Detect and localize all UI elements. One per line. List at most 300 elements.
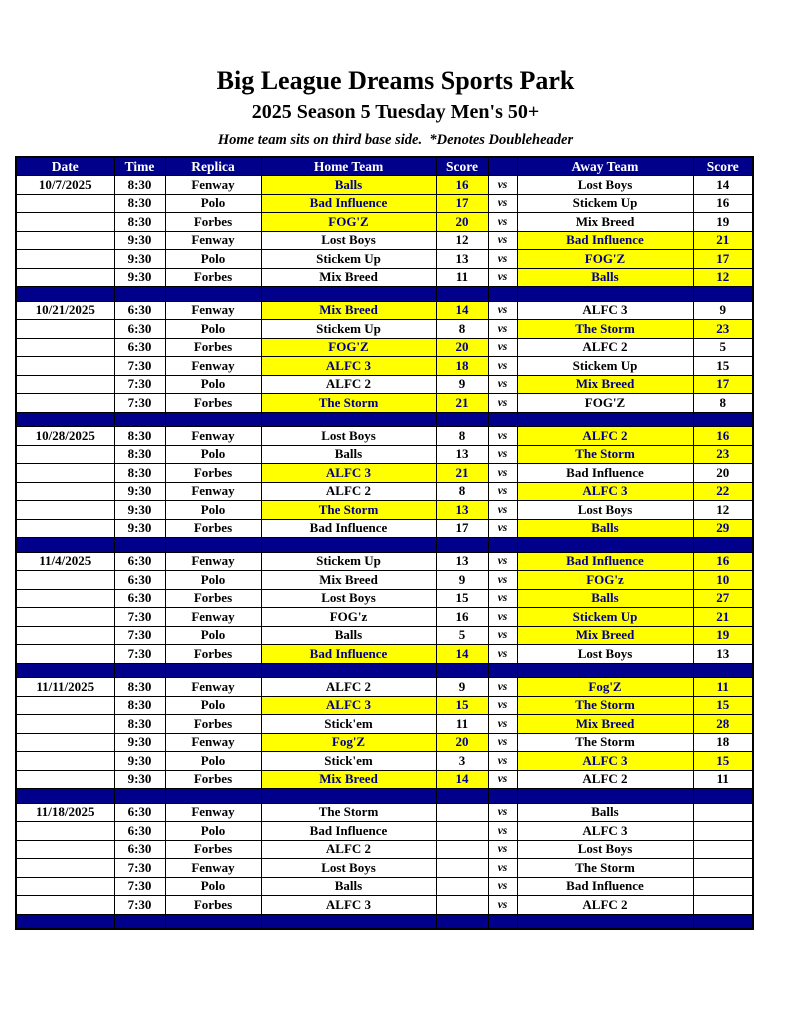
separator-cell — [436, 538, 488, 553]
time-cell: 8:30 — [114, 715, 165, 734]
home-team-cell: ALFC 3 — [261, 357, 436, 376]
date-cell — [16, 231, 114, 250]
home-team-cell: Balls — [261, 445, 436, 464]
replica-cell: Forbes — [165, 840, 261, 859]
home-team-cell: Fog'Z — [261, 733, 436, 752]
replica-cell: Forbes — [165, 770, 261, 789]
game-row — [16, 626, 753, 645]
away-team-cell: The Storm — [517, 320, 693, 339]
game-row — [16, 357, 753, 376]
home-score-cell — [436, 822, 488, 841]
replica-cell: Forbes — [165, 519, 261, 538]
vs-cell: vs — [488, 645, 517, 664]
away-score-cell: 15 — [693, 696, 753, 715]
date-cell — [16, 445, 114, 464]
date-cell — [16, 464, 114, 483]
home-score-cell: 17 — [436, 194, 488, 213]
time-cell: 7:30 — [114, 357, 165, 376]
col-date: Date — [16, 157, 114, 176]
game-row — [16, 394, 753, 413]
separator-cell — [16, 287, 114, 302]
separator-cell — [517, 789, 693, 804]
away-score-cell: 19 — [693, 626, 753, 645]
time-cell: 6:30 — [114, 803, 165, 822]
vs-cell: vs — [488, 859, 517, 878]
date-cell — [16, 357, 114, 376]
separator-cell — [16, 789, 114, 804]
game-row — [16, 840, 753, 859]
away-team-cell: The Storm — [517, 733, 693, 752]
replica-cell: Forbes — [165, 338, 261, 357]
separator-cell — [114, 663, 165, 678]
away-team-cell: Lost Boys — [517, 501, 693, 520]
game-row — [16, 696, 753, 715]
date-cell: 10/28/2025 — [16, 427, 114, 446]
vs-cell: vs — [488, 571, 517, 590]
replica-cell: Fenway — [165, 482, 261, 501]
time-cell: 8:30 — [114, 194, 165, 213]
home-team-cell: Stick'em — [261, 752, 436, 771]
separator-row — [16, 287, 753, 302]
away-score-cell: 28 — [693, 715, 753, 734]
home-score-cell: 21 — [436, 394, 488, 413]
home-team-cell: Mix Breed — [261, 268, 436, 287]
date-cell — [16, 501, 114, 520]
away-score-cell: 20 — [693, 464, 753, 483]
replica-cell: Forbes — [165, 268, 261, 287]
home-team-cell: Mix Breed — [261, 571, 436, 590]
home-team-cell: Stickem Up — [261, 552, 436, 571]
away-score-cell: 8 — [693, 394, 753, 413]
game-row — [16, 571, 753, 590]
date-cell — [16, 375, 114, 394]
vs-cell: vs — [488, 552, 517, 571]
game-row — [16, 877, 753, 896]
away-team-cell: ALFC 3 — [517, 752, 693, 771]
time-cell: 7:30 — [114, 896, 165, 915]
home-score-cell: 9 — [436, 678, 488, 697]
home-score-cell: 14 — [436, 770, 488, 789]
away-score-cell: 17 — [693, 375, 753, 394]
replica-cell: Fenway — [165, 231, 261, 250]
away-score-cell: 27 — [693, 589, 753, 608]
vs-cell: vs — [488, 752, 517, 771]
replica-cell: Fenway — [165, 176, 261, 195]
away-team-cell: ALFC 3 — [517, 301, 693, 320]
replica-cell: Fenway — [165, 733, 261, 752]
game-row — [16, 301, 753, 320]
game-row — [16, 194, 753, 213]
replica-cell: Fenway — [165, 803, 261, 822]
replica-cell: Fenway — [165, 552, 261, 571]
col-vs — [488, 157, 517, 176]
away-team-cell: ALFC 2 — [517, 338, 693, 357]
home-team-cell: Balls — [261, 877, 436, 896]
replica-cell: Forbes — [165, 394, 261, 413]
home-score-cell: 20 — [436, 338, 488, 357]
replica-cell: Polo — [165, 250, 261, 269]
away-score-cell: 16 — [693, 427, 753, 446]
vs-cell: vs — [488, 320, 517, 339]
game-row — [16, 552, 753, 571]
replica-cell: Polo — [165, 877, 261, 896]
separator-cell — [436, 412, 488, 427]
home-score-cell: 14 — [436, 645, 488, 664]
separator-row — [16, 663, 753, 678]
vs-cell: vs — [488, 608, 517, 627]
col-away-score: Score — [693, 157, 753, 176]
replica-cell: Polo — [165, 445, 261, 464]
home-score-cell: 5 — [436, 626, 488, 645]
separator-cell — [165, 914, 261, 929]
time-cell: 9:30 — [114, 752, 165, 771]
separator-cell — [16, 538, 114, 553]
date-cell — [16, 320, 114, 339]
home-score-cell: 15 — [436, 589, 488, 608]
date-cell — [16, 896, 114, 915]
home-score-cell: 8 — [436, 320, 488, 339]
away-team-cell: ALFC 3 — [517, 482, 693, 501]
home-team-cell: The Storm — [261, 501, 436, 520]
separator-cell — [436, 914, 488, 929]
home-score-cell — [436, 803, 488, 822]
time-cell: 8:30 — [114, 176, 165, 195]
time-cell: 7:30 — [114, 877, 165, 896]
date-cell — [16, 589, 114, 608]
home-team-cell: Mix Breed — [261, 301, 436, 320]
col-replica: Replica — [165, 157, 261, 176]
home-score-cell: 18 — [436, 357, 488, 376]
col-home-score: Score — [436, 157, 488, 176]
away-score-cell: 5 — [693, 338, 753, 357]
vs-cell: vs — [488, 678, 517, 697]
date-cell — [16, 213, 114, 232]
separator-row — [16, 412, 753, 427]
away-score-cell: 22 — [693, 482, 753, 501]
time-cell: 6:30 — [114, 571, 165, 590]
home-score-cell: 9 — [436, 375, 488, 394]
game-row — [16, 770, 753, 789]
time-cell: 8:30 — [114, 678, 165, 697]
separator-cell — [114, 287, 165, 302]
home-score-cell: 16 — [436, 176, 488, 195]
date-cell — [16, 626, 114, 645]
away-team-cell: ALFC 2 — [517, 427, 693, 446]
replica-cell: Fenway — [165, 859, 261, 878]
vs-cell: vs — [488, 375, 517, 394]
game-row — [16, 213, 753, 232]
away-team-cell: Bad Influence — [517, 231, 693, 250]
home-team-cell: Mix Breed — [261, 770, 436, 789]
game-row — [16, 320, 753, 339]
away-team-cell: The Storm — [517, 696, 693, 715]
home-score-cell: 20 — [436, 733, 488, 752]
separator-cell — [114, 914, 165, 929]
game-row — [16, 715, 753, 734]
away-team-cell: Mix Breed — [517, 626, 693, 645]
away-team-cell: Mix Breed — [517, 375, 693, 394]
col-away-team: Away Team — [517, 157, 693, 176]
away-score-cell: 29 — [693, 519, 753, 538]
home-team-cell: Lost Boys — [261, 427, 436, 446]
date-cell — [16, 482, 114, 501]
date-cell: 10/21/2025 — [16, 301, 114, 320]
date-cell — [16, 519, 114, 538]
date-cell — [16, 250, 114, 269]
away-score-cell: 11 — [693, 678, 753, 697]
away-score-cell: 15 — [693, 752, 753, 771]
away-score-cell: 9 — [693, 301, 753, 320]
home-team-cell: Balls — [261, 626, 436, 645]
separator-cell — [693, 914, 753, 929]
date-cell — [16, 268, 114, 287]
date-cell — [16, 733, 114, 752]
away-team-cell: The Storm — [517, 445, 693, 464]
separator-row — [16, 914, 753, 929]
away-team-cell: Balls — [517, 519, 693, 538]
replica-cell: Forbes — [165, 464, 261, 483]
separator-row — [16, 789, 753, 804]
time-cell: 7:30 — [114, 859, 165, 878]
home-team-cell: Bad Influence — [261, 194, 436, 213]
page-title: Big League Dreams Sports Park — [216, 66, 575, 95]
game-row — [16, 803, 753, 822]
time-cell: 6:30 — [114, 301, 165, 320]
away-score-cell: 16 — [693, 552, 753, 571]
home-team-cell: The Storm — [261, 803, 436, 822]
vs-cell: vs — [488, 394, 517, 413]
time-cell: 9:30 — [114, 733, 165, 752]
separator-cell — [517, 663, 693, 678]
date-cell — [16, 194, 114, 213]
separator-cell — [16, 663, 114, 678]
separator-cell — [488, 914, 517, 929]
vs-cell: vs — [488, 589, 517, 608]
vs-cell: vs — [488, 231, 517, 250]
away-team-cell: Fog'Z — [517, 678, 693, 697]
time-cell: 7:30 — [114, 375, 165, 394]
date-cell — [16, 859, 114, 878]
date-cell: 11/11/2025 — [16, 678, 114, 697]
game-row — [16, 752, 753, 771]
separator-cell — [165, 287, 261, 302]
col-home-team: Home Team — [261, 157, 436, 176]
vs-cell: vs — [488, 803, 517, 822]
game-row — [16, 589, 753, 608]
home-team-cell: FOG'Z — [261, 213, 436, 232]
separator-cell — [16, 412, 114, 427]
separator-cell — [261, 412, 436, 427]
separator-cell — [436, 663, 488, 678]
separator-cell — [517, 287, 693, 302]
home-team-cell: FOG'z — [261, 608, 436, 627]
replica-cell: Forbes — [165, 645, 261, 664]
time-cell: 7:30 — [114, 394, 165, 413]
game-row — [16, 822, 753, 841]
replica-cell: Polo — [165, 375, 261, 394]
separator-cell — [261, 914, 436, 929]
page-subtitle: 2025 Season 5 Tuesday Men's 50+ — [251, 101, 540, 123]
schedule-body — [16, 176, 753, 930]
game-row — [16, 482, 753, 501]
home-team-cell: Stickem Up — [261, 320, 436, 339]
vs-cell: vs — [488, 250, 517, 269]
separator-cell — [436, 287, 488, 302]
away-score-cell: 11 — [693, 770, 753, 789]
replica-cell: Forbes — [165, 213, 261, 232]
home-team-cell: Bad Influence — [261, 645, 436, 664]
game-row — [16, 176, 753, 195]
vs-cell: vs — [488, 482, 517, 501]
time-cell: 6:30 — [114, 338, 165, 357]
separator-cell — [261, 287, 436, 302]
time-cell: 8:30 — [114, 427, 165, 446]
away-score-cell — [693, 840, 753, 859]
time-cell: 9:30 — [114, 231, 165, 250]
home-team-cell: Lost Boys — [261, 589, 436, 608]
away-team-cell: Stickem Up — [517, 194, 693, 213]
home-score-cell: 11 — [436, 715, 488, 734]
game-row — [16, 608, 753, 627]
separator-cell — [488, 789, 517, 804]
time-cell: 6:30 — [114, 589, 165, 608]
away-team-cell: Balls — [517, 268, 693, 287]
home-score-cell: 17 — [436, 519, 488, 538]
game-row — [16, 645, 753, 664]
separator-cell — [165, 789, 261, 804]
home-score-cell — [436, 896, 488, 915]
date-cell — [16, 645, 114, 664]
time-cell: 6:30 — [114, 320, 165, 339]
away-score-cell: 15 — [693, 357, 753, 376]
vs-cell: vs — [488, 626, 517, 645]
replica-cell: Polo — [165, 822, 261, 841]
replica-cell: Fenway — [165, 301, 261, 320]
time-cell: 6:30 — [114, 822, 165, 841]
away-team-cell: Lost Boys — [517, 840, 693, 859]
game-row — [16, 231, 753, 250]
header-row — [16, 157, 753, 176]
separator-cell — [517, 412, 693, 427]
vs-cell: vs — [488, 194, 517, 213]
home-team-cell: Stickem Up — [261, 250, 436, 269]
game-row — [16, 338, 753, 357]
date-cell — [16, 338, 114, 357]
time-cell: 9:30 — [114, 268, 165, 287]
game-row — [16, 859, 753, 878]
date-cell — [16, 608, 114, 627]
away-score-cell: 14 — [693, 176, 753, 195]
replica-cell: Polo — [165, 752, 261, 771]
date-cell: 11/4/2025 — [16, 552, 114, 571]
vs-cell: vs — [488, 896, 517, 915]
replica-cell: Fenway — [165, 608, 261, 627]
home-team-cell: Lost Boys — [261, 231, 436, 250]
away-team-cell: Stickem Up — [517, 608, 693, 627]
home-score-cell: 9 — [436, 571, 488, 590]
away-team-cell: Balls — [517, 589, 693, 608]
vs-cell: vs — [488, 877, 517, 896]
vs-cell: vs — [488, 268, 517, 287]
away-score-cell: 21 — [693, 231, 753, 250]
home-score-cell: 13 — [436, 445, 488, 464]
home-team-cell: Lost Boys — [261, 859, 436, 878]
replica-cell: Fenway — [165, 678, 261, 697]
away-score-cell: 13 — [693, 645, 753, 664]
away-score-cell — [693, 822, 753, 841]
replica-cell: Polo — [165, 194, 261, 213]
away-team-cell: Lost Boys — [517, 176, 693, 195]
replica-cell: Polo — [165, 320, 261, 339]
home-team-cell: FOG'Z — [261, 338, 436, 357]
vs-cell: vs — [488, 715, 517, 734]
game-row — [16, 678, 753, 697]
replica-cell: Polo — [165, 571, 261, 590]
away-score-cell: 17 — [693, 250, 753, 269]
separator-cell — [693, 412, 753, 427]
vs-cell: vs — [488, 464, 517, 483]
time-cell: 7:30 — [114, 608, 165, 627]
vs-cell: vs — [488, 770, 517, 789]
home-score-cell: 14 — [436, 301, 488, 320]
separator-cell — [261, 663, 436, 678]
home-score-cell — [436, 840, 488, 859]
replica-cell: Forbes — [165, 715, 261, 734]
home-team-cell: Bad Influence — [261, 822, 436, 841]
game-row — [16, 445, 753, 464]
date-cell: 11/18/2025 — [16, 803, 114, 822]
col-time: Time — [114, 157, 165, 176]
home-score-cell: 11 — [436, 268, 488, 287]
vs-cell: vs — [488, 822, 517, 841]
separator-cell — [488, 538, 517, 553]
replica-cell: Polo — [165, 696, 261, 715]
time-cell: 9:30 — [114, 770, 165, 789]
game-row — [16, 519, 753, 538]
date-cell — [16, 770, 114, 789]
time-cell: 9:30 — [114, 482, 165, 501]
away-team-cell: Mix Breed — [517, 213, 693, 232]
home-team-cell: ALFC 2 — [261, 482, 436, 501]
away-score-cell: 18 — [693, 733, 753, 752]
away-team-cell: FOG'z — [517, 571, 693, 590]
date-cell — [16, 394, 114, 413]
time-cell: 8:30 — [114, 464, 165, 483]
separator-cell — [165, 663, 261, 678]
away-team-cell: The Storm — [517, 859, 693, 878]
home-score-cell: 13 — [436, 250, 488, 269]
time-cell: 7:30 — [114, 645, 165, 664]
game-row — [16, 427, 753, 446]
game-row — [16, 896, 753, 915]
home-score-cell: 16 — [436, 608, 488, 627]
separator-cell — [261, 789, 436, 804]
home-team-cell: ALFC 3 — [261, 464, 436, 483]
home-team-cell: ALFC 2 — [261, 678, 436, 697]
away-score-cell: 19 — [693, 213, 753, 232]
date-cell — [16, 696, 114, 715]
home-score-cell — [436, 877, 488, 896]
replica-cell: Fenway — [165, 427, 261, 446]
vs-cell: vs — [488, 840, 517, 859]
home-team-cell: ALFC 3 — [261, 696, 436, 715]
home-score-cell — [436, 859, 488, 878]
home-team-cell: The Storm — [261, 394, 436, 413]
home-team-cell: Bad Influence — [261, 519, 436, 538]
away-score-cell — [693, 803, 753, 822]
replica-cell: Forbes — [165, 589, 261, 608]
vs-cell: vs — [488, 357, 517, 376]
